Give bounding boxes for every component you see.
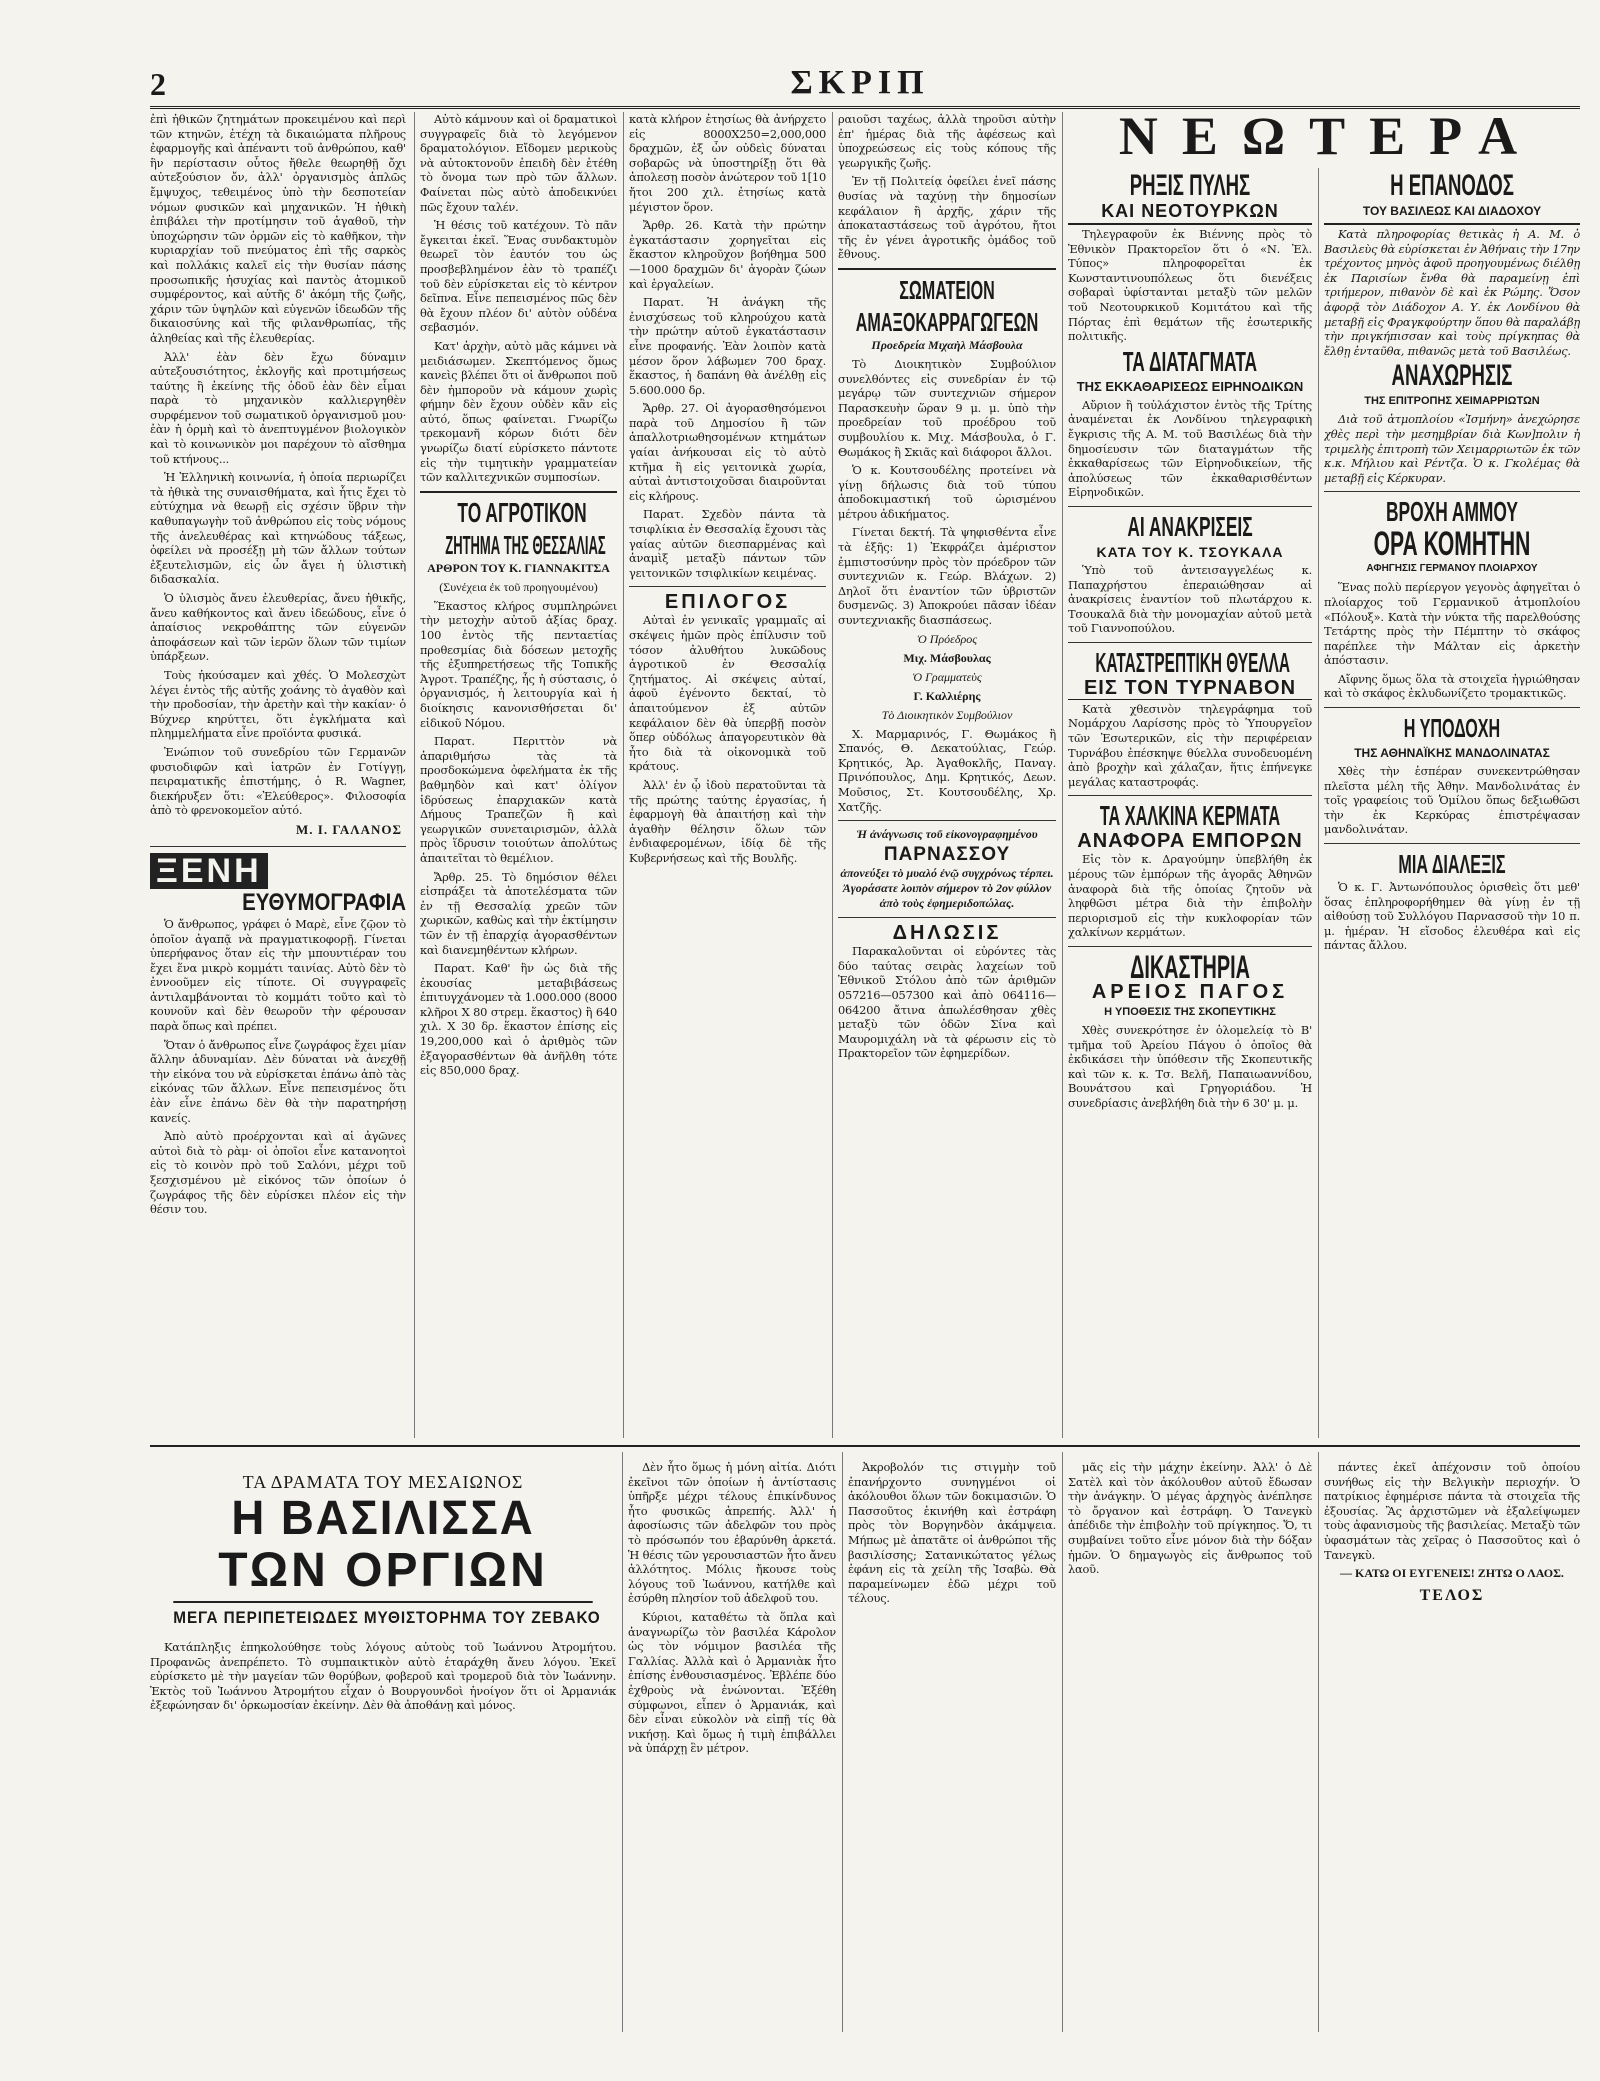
subhead: ΑΡΕΙΟΣ ΠΑΓΟΣ [1091, 981, 1289, 1003]
subhead: ΑΦΗΓΗΣΙΣ ΓΕΡΜΑΝΟΥ ΠΛΟΙΑΡΧΟΥ [1366, 563, 1538, 575]
headline-vrochi: ΒΡΟΧΗ ΑΜΜΟΥ [1386, 496, 1518, 528]
serial-column-4 [1068, 1460, 1312, 2032]
signature-label: Ὁ Γραμματεὺς [912, 669, 982, 684]
article-paragraph: Αὔριον ἢ τοὐλάχιστον ἐντὸς τῆς Τρίτης ἀναμένεται ἐκ Λονδίνου τηλεγραφικὴ ἔγκρισις τῆς Α. Μ. τοῦ Βασιλέως διὰ τὴν δημοσίευσιν τῶν διαταγμάτων τῆς ἐκκαθαρίσεως τῶν Εἰρηνοδικείων, τῆς ἀπολύσεως τῶν ἐκκαθαρισθέντων Εἰρηνοδικῶν. [1068, 397, 1312, 500]
article-paragraph: Ἕκαστος κλήρος συμπληρώνει τὴν μετοχὴν αὐτοῦ ἀξίας δραχ. 100 ἐντὸς τῆς πενταετίας προθεσμίας διὰ δόσεων μετοχῆς τῆς ἐξυπηρετήσεως τῆς Τοπικῆς Ἀγροτ. Τραπέζης, ἧς ἡ σύστασις, ὁ ὀργανισμός, ἡ λειτουργία καὶ ἡ διοίκησις κανονισθήσεται δι' εἰδικοῦ Νόμου. [420, 598, 617, 730]
column-divider [623, 112, 624, 1438]
column-divider [414, 112, 415, 1438]
divider [1068, 946, 1312, 947]
column-divider [1318, 1452, 1319, 2032]
ad-text: ἀπονεύξει τὸ μυαλό ἐνῷ συγχρόνως τέρπει. Ἀγοράσατε λοιπὸν σήμερον τὸ 2ον φύλλον ἀπὸ τοὺς ἐφημεριδοπώλας. [840, 866, 1054, 911]
ad-line: Ἡ ἀνάγνωσις τοῦ εἰκονογραφημένου [856, 827, 1038, 842]
serial-subtitle: ΜΕΓΑ ΠΕΡΙΠΕΤΕΙΩΔΕΣ ΜΥΘΙΣΤΟΡΗΜΑ ΤΟΥ ΖΕΒΑΚΟ [173, 1601, 592, 1629]
divider [838, 268, 1056, 270]
serial-column-5 [1324, 1460, 1580, 2032]
column-divider [622, 1452, 623, 2032]
headline-komitin: ΟΡΑ ΚΟΜΗΤΗΝ [1373, 525, 1531, 564]
article-paragraph: Ἀλλ' ἐν ᾧ ἰδοὺ περατοῦνται τὰ τῆς πρώτης ταύτης ἐργασίας, ἡ ἐφαρμογὴ θὰ ἀπαιτήσῃ καὶ τὴν ἀγαθὴν θέλησιν ὅλων τῶν ἐνδιαφερομένων, ἰδίᾳ δὲ τῆς Κυβερνήσεως καὶ τῆς Βουλῆς. [629, 777, 826, 865]
page-header [150, 66, 1580, 109]
article-paragraph: Ἕνας πολὺ περίεργον γεγονὸς ἀφηγεῖται ὁ πλοίαρχος τοῦ Γερμανικοῦ ἀτμοπλοίου «Πόλουξ». Κατὰ τὴν νύκτα τῆς παρελθούσης Τετάρτης πρὸς τὴν Πέμπτην τὸ σκάφος παρέπλεε τὴν Μάλταν εἰς ἀρκετὴν ἀπόστασιν. [1324, 580, 1580, 668]
article-paragraph: Ἐν τῇ Πολιτείᾳ ὀφείλει ἐνεῖ πάσης θυσίας νὰ ταχύνῃ τὴν δημοσίων κεφάλαιον ἢ ἀρχῆς, χάριν τῆς ἀποκαταστάσεως τοῦ ἀγρότου, ἤτοι τῆς ἐν γένει ἀγροτικῆς ὁμάδος τοῦ ἔθνους. [838, 174, 1056, 262]
article-paragraph: Παρατ. Ἡ ἀνάγκη τῆς ἐνισχύσεως τοῦ κληρούχου κατὰ τὴν πρώτην αὐτοῦ ἐγκατάστασιν εἶνε προφανής. Ἐὰν λοιπὸν κατὰ μέσον ὅρον λάβωμεν 700 δραχ. ἕκαστος, ἡ δαπάνη θὰ ἀνέλθῃ εἰς 5.600.000 δρ. [629, 295, 826, 397]
serial-paragraph: Κατάπληξις ἐπηκολούθησε τοὺς λόγους αὐτοὺς τοῦ Ἰωάννου Ἀτρομήτου. Προφανῶς ἀνεπρέπετο. Τὸ συμπαικτικὸν αὐτὸ ἐταράχθη ἄνευ λόγου. Ἐκεῖ εὑρίσκετο μὲ τὴν μαγείαν τῶν θορύβων, φοβεροῦ καὶ τρομεροῦ διὰ τὸν Ἰωάννην. Ἐκτὸς τοῦ Ἰωάννου Ἀτρομήτου εἶχαν ὁ Βουργουνδοὶ ἠνοίγον ὅτι οἱ Ἀρμανιάκ ἐξεφώνησαν δι' ὁρκωμοσίαν ἐκείνην. Δὲν θὰ ἀποθάνῃ καὶ μόνος. [150, 1640, 616, 1713]
article-paragraph: Τὸ Διοικητικὸν Συμβούλιον συνελθόντες εἰς συνεδρίαν ἐν τῷ μεγάρῳ τῶν συντεχνιῶν σήμερον Παρασκευὴν ὥραν 9 μ. μ. ὑπὸ τὴν προεδρείαν τοῦ προέδρου τοῦ συμβουλίου κ. Μιχ. Μάσβουλα, ὁ Γ. Θωμάκος ἢ Σκιᾶς καὶ διάφοροι ἄλλοι. [838, 356, 1056, 459]
headline-dikastiria: ΔΙΚΑΣΤΗΡΙΑ [1130, 949, 1250, 985]
article-paragraph: Ἄρθρ. 25. Τὸ δημόσιον θέλει εἰσπράξει τὰ ἀποτελέσματα τῶν ἐν τῇ Θεσσαλίᾳ χρεῶν τῶν χωρικῶν, καθὼς καὶ τὴν ἐκτίμησιν τῶν ἐν τῇ ἐπαρχίᾳ ἀγορασθέντων καὶ διανεμηθέντων κλήρων. [420, 869, 617, 957]
article-paragraph: Ἄρθρ. 26. Κατὰ τὴν πρώτην ἐγκατάστασιν χορηγεῖται εἰς ἕκαστον κληροῦχον βοήθημα 500—1000 δραχμῶν δι' ἀγορὰν ζώων καὶ ἐργαλείων. [629, 218, 826, 291]
subhead: Η ΥΠΟΘΕΣΙΣ ΤΗΣ ΣΚΟΠΕΥΤΙΚΗΣ [1104, 1006, 1276, 1018]
serial-paragraph: Ἀκροβολόν τις στιγμὴν τοῦ ἐπανήρχοντο συνηγμένοι οἱ ἀκόλουθοι ὅλων τῶν δοκιμασιῶν. Ὁ Πασσοῦτος ἐκινήθη καὶ ἐστράφη πρὸς τὸν Βοργηνδὸν ἀκάμψεια. Μήπως μὲ ἀπατᾶτε οἱ ἀνθρώποι τῆς βασιλίσσης; Σατανικώτατος γέλως ἐφάνη εἰς τὰ χείλη τῆς Ἰσαβὼ. Θὰ παραμείνωμεν ἐδῶ μέχρι τοῦ τέλους. [848, 1460, 1056, 1606]
column-divider [842, 1452, 843, 2032]
fold-rule [150, 1445, 1580, 1447]
column-3 [629, 112, 826, 1438]
subhead: ΚΑΤΑ ΤΟΥ Κ. ΤΣΟΥΚΑΛΑ [1096, 543, 1284, 560]
ad-title-parnassou: ΠΑΡΝΑΣΣΟΥ [883, 844, 1011, 866]
divider [1324, 843, 1580, 844]
headline-thyella: ΚΑΤΑΣΤΡΕΠΤΙΚΗ ΘΥΕΛΛΑ [1095, 646, 1291, 678]
headline-epanodos: Η ΕΠΑΝΟΔΟΣ [1390, 169, 1514, 202]
headline-rixis: ΡΗΞΙΣ ΠΥΛΗΣ [1129, 169, 1251, 202]
article-paragraph: Ἀπὸ αὐτὸ προέρχονται καὶ αἱ ἀγῶνες αὐτοὶ διὰ τὸ ρὰμ· οἱ ὁποῖοι εἶνε κατανοητοὶ εἰς τὸ κοινὸν πρὸ τοῦ Σαλόνι, μέχρι τοῦ ξεσχισμένου μὲ εἰκόνος τῶν ὁποίων ὁ ζωγράφος τῆς δὲν εὑρίσκει πλέον εἰς τὴν θέσιν του. [150, 1129, 406, 1217]
column-5 [1068, 168, 1312, 1438]
article-paragraph: Τηλεγραφοῦν ἐκ Βιέννης πρὸς τὸ Ἐθνικὸν Πρακτορεῖον ὅτι ὁ «Ν. Ἐλ. Τύπος» πληροφορεῖται ἐκ Κωνσταντινουπόλεως ὅτι διενέξεις σοβαραὶ ὑφίστανται μεταξὺ τῶν μελῶν τοῦ Νεοτουρκικοῦ Κομιτάτου καὶ τῆς Πόρτας ἐπὶ θεμάτων τῆς ἐσωτερικῆς πολιτικῆς. [1068, 227, 1312, 344]
article-paragraph: Αὐτὸ κάμνουν καὶ οἱ δραματικοὶ συγγραφεῖς διὰ τὸ λεγόμενον δραματολόγιον. Εἴδομεν μερικοὺς νὰ αὐτοκτονοῦν ἐπειδὴ δὲν ἐτέθη τὸ ὄνομα των πρὸ τῶν ἄλλων. Φαίνεται πὼς αὐτὸ ἀποδεικνύει πῶς ἔχουν ταλέν. [420, 112, 617, 214]
serial-kicker: ΤΑ ΔΡΑΜΑΤΑ ΤΟΥ ΜΕΣΑΙΩΝΟΣ [242, 1472, 524, 1492]
divider [150, 846, 406, 847]
headline-somateion: ΣΩΜΑΤΕΙΟΝ [899, 274, 995, 305]
headline-anakriseis: ΑΙ ΑΝΑΚΡΙΣΕΙΣ [1127, 510, 1253, 542]
column-divider [1062, 1452, 1063, 2032]
headline-agrotikon: ΤΟ ΑΓΡΟΤΙΚΟΝ [457, 496, 587, 528]
article-paragraph: Παρατ. Καθ' ἣν ὡς διὰ τῆς ἐκουσίας μεταβιβάσεως ἐπιτυγχάνομεν τὰ 1.000.000 (8000 κλῆροι Χ 80 στρεμ. ἕκαστος) ἢ 640 χιλ. Χ 30 δρ. ἕκαστον ἐπίσης εἰς 19,200,000 καὶ ὁ ἀριθμὸς τῶν ἐξαγορασθέντων θὰ ἀνῆλθη τότε εἰς 850,000 δραχ. [420, 961, 617, 1078]
masthead: ΣΚΡΙΠ [790, 64, 930, 101]
headline-dilosis: ΔΗΛΩΣΙΣ [892, 922, 1002, 945]
serial-paragraph: πάντες ἐκεῖ ἀπέχονσιν τοῦ ὀποίου συνήθως εἰς τὴν Βελγικὴν περιοχήν. Ὁ πατρίκιος ἐφημέρισε πάντα τὰ στοιχεῖα τῆς ἐξουσίας. Ἂς ἀρχιστῶμεν νὰ ἐξαλείψωμεν τοὺς ἀφανισμοὺς τῆς βασιλείας. Μεταξὺ τῶν ὑφασμάτων τὰς χεῖρας ὁ Πασσοῦτος καὶ ὁ Τανεγκὺ. [1324, 1460, 1580, 1562]
serial-column-1 [150, 1640, 616, 2032]
article-signature: Μ. Ι. ΓΑΛΑΝΟΣ [296, 821, 402, 837]
column-2 [420, 112, 617, 1438]
headline-ypodochi: Η ΥΠΟΔΟΧΗ [1403, 713, 1501, 744]
serial-paragraph: Δὲν ἦτο ὅμως ἡ μόνη αἰτία. Διότι ἐκεῖνοι τῶν ὁποίων ἡ ἀντίστασις ὑπῆρξε μέχρι τέλους ἐπικίνδυνος ἦτο φυσικῶς ἀπρεπής. Ἀλλ' ἡ ἀφοσίωσις τῶν ἀδελφῶν του πρὸς τὸ πρόσωπόν του ἐβαρύνθη ἀρκετά. Ἡ θέσις τῶν γερουσιαστῶν ἦτο ἄνευ ἀλλότητος. Μόλις ἤκουσε τοὺς λόγους τοῦ Ἰωάννου, κατήλθε καὶ ἐσύρθη πλησίον τοῦ ἀδελφοῦ του. [628, 1460, 836, 1606]
article-paragraph: Χθὲς συνεκρότησε ἐν ὁλομελείᾳ τὸ Β' τμῆμα τοῦ Ἀρείου Πάγου ὁ ὁποῖος θὰ ἐκδικάσει τὴν ὑπόθεσιν τῆς Σκοπευτικῆς καὶ τῶν κ. κ. Τσ. Βελῆ, Παπαιωαννίδου, Βουνάτσου καὶ Γρηγοριάδου. Ἡ συνεδρίασις ἀνεβλήθη διὰ τὴν 6 30' μ. μ. [1068, 1023, 1312, 1110]
article-paragraph: Ὁ κ. Γ. Ἀντωνόπουλος ὀρισθεὶς ὅτι μεθ' ὅσας ἐπληροφορήθημεν θὰ γίνῃ ἐν τῇ αἰθούσῃ τοῦ Συλλόγου Παρνασσοῦ τὴν 10 π. μ. ἡμέραν. Ἡ εἴσοδος ἐλευθέρα καὶ εἰς πάντας ἄλλου. [1324, 880, 1580, 953]
headline-dialexis: ΜΙΑ ΔΙΑΛΕΞΙΣ [1398, 849, 1506, 880]
divider [1324, 707, 1580, 708]
headline-amaxokarragogeon: ΑΜΑΞΟΚΑΡΡΑΓΩΓΕΩΝ [855, 306, 1039, 337]
headline-neotourkon: ΚΑΙ ΝΕΟΤΟΥΡΚΩΝ [1068, 202, 1312, 225]
article-paragraph: Κατὰ πληροφορίας θετικὰς ἡ Α. Μ. ὁ Βασιλεὺς θὰ εὑρίσκεται ἐν Ἀθήναις τὴν 17ην τρέχοντος μηνὸς ἀφοῦ προηγουμένως διέλθῃ ἐκ Παρισίων ἔνθα θὰ παραμείνῃ ἐπὶ τριήμερον, πιθανὸν δὲ καὶ ἐκ Ρώμης. Ὅσον ἀφορᾷ τὸν Διάδοχον Α. Υ. ἐκ Λονδίνου θὰ μεταβῇ εἰς Φραγκφούρτην ὅπου θὰ παραλάβῃ τὴν πριγκήπισσαν καὶ τοὺς πρίγκηπας θὰ ἔλθῃ ἐνταῦθα, πιθανῶς μετὰ τοῦ Βασιλέως. [1324, 227, 1580, 358]
serial-title-line-1: Η ΒΑΣΙΛΙΣΣΑ [231, 1492, 535, 1545]
divider [420, 491, 617, 493]
article-paragraph: Διὰ τοῦ ἀτμοπλοίου «Ἰσμήνη» ἀνεχώρησε χθὲς περὶ τὴν μεσημβρίαν διὰ Κων]πολιν ἡ τριμελὴς ἐπιτροπὴ τῶν Χειμαρριωτῶν ἐκ τῶν κ.κ. Μήλιου καὶ Ρέντζα. Ὁ κ. Γκολέμας θὰ μεταβῇ εἰς Κέρκυραν. [1324, 412, 1580, 485]
article-paragraph: ἐπὶ ἠθικῶν ζητημάτων προκειμένου καὶ περὶ τῶν κτηνῶν, ἐτέχη τὰ δικαιώματα πλῆρους ἐφαρμογῆς καὶ ἀπέναντι τοῦ ἀνθρώπου, καθ' ἣν περίστασιν οὗτος ἤθελε θεωρηθῇ ὄχι αὐτεξούσιον ὄν, ἀλλ' ὀργανισμὸς ἁπλῶς ἔμψυχος, τεθειμένος ὑπὸ τὴν δεσποτείαν νόμων φυσικῶν καὶ μηχανικῶν. Ἡ ἠθικὴ ἐπιβάλει τὴν προτίμησιν τοῦ ἀγαθοῦ, τὴν ὑποχώρησιν τῶν ὁρμῶν εἰς τὸ καθῆκον, τὴν κυριαρχίαν τοῦ πνεύματος ἐπὶ τῆς σαρκὸς καὶ πολλάκις καλεῖ εἰς τὴν θυσίαν πάσης προσωπικῆς ἡσυχίας καὶ παντὸς ἀτομικοῦ συμφέροντος, καὶ αὐτῆς δ' ἀκόμη τῆς ζωῆς, χάριν τῶν ὑψηλῶν καὶ εὐγενῶν ἰδεωδῶν τῆς δικαιοσύνης καὶ τῆς φιλανθρωπίας, τῆς ἀληθείας καὶ τῆς ἐλευθερίας. [150, 112, 406, 345]
continuation-note: (Συνέχεια ἐκ τοῦ προηγουμένου) [439, 579, 598, 594]
section-head-xeni: ΞΕΝΗ [150, 853, 268, 889]
signature-label: Ὁ Πρόεδρος [916, 631, 978, 646]
serial-title-block [150, 1471, 616, 1629]
divider [1068, 506, 1312, 507]
article-paragraph: Ὁ ὑλισμὸς ἄνευ ἐλευθερίας, ἄνευ ἠθικῆς, ἄνευ καθήκοντος καὶ ἄνευ ἰδεώδους, εἶνε ὁ ἀπαίσιος νεκροθάπτης τῶν εὐγενῶν ἀποφάσεων καὶ τῶν ἱερῶν ὅλων τῶν τιμίων ὑπάρξεων. [150, 591, 406, 664]
article-paragraph: Ἀλλ' ἐὰν δὲν ἔχω δύναμιν αὐτεξουσιότητος, ἐκλογῆς καὶ προτιμήσεως ταύτης ἢ ἐκείνης τῆς ὁδοῦ ἐὰν δὲν εἶμαι παρὰ τὸ μηχανικὸν καλλιεργηθὲν συρφέμενον τοῦ σωματικοῦ ὀργανισμοῦ μου· ἐὰν ἡ ὁρμὴ καὶ τὸ ἀνεπτυγμένον βιολογικὸν καὶ τὸ κοινωνικὸν μοι παρέχουν τὸ αἴσθημα τοῦ κτήνους... [150, 349, 406, 466]
signature: Μιχ. Μάσβουλας [903, 650, 991, 665]
divider [838, 820, 1056, 821]
divider [629, 586, 826, 587]
headline-thessalia: ΖΗΤΗΜΑ ΤΗΣ ΘΕΣΣΑΛΙΑΣ [445, 529, 606, 560]
subhead: ΑΝΑΦΟΡΑ ΕΜΠΟΡΩΝ [1077, 830, 1303, 853]
serial-cry: — ΚΑΤΩ ΟΙ ΕΥΓΕΝΕΙΣ! ΖΗΤΩ Ο ΛΑΟΣ. [1340, 1566, 1564, 1581]
article-paragraph: Ὁ κ. Κουτσουδέλης προτείνει νὰ γίνῃ δήλωσις διὰ τοῦ τύπου ἀποδοκιμαστική τοῦ ὡρισμένου μέτρου ἀδικήματος. [838, 463, 1056, 521]
board-members: Χ. Μαρμαρινός, Γ. Θωμάκος ἢ Σπανός, Θ. Δεκατούλιας, Γεώρ. Κρητικός, Ἀρ. Ἀγαθοκλῆς, Παναγ. Πρινόπουλος, Δημ. Κρητικός, Δεων. Μοῦσιος, Στ. Κουτσουδέλης, Χρ. Χατζῆς. [838, 726, 1056, 814]
article-paragraph: Ὁ ἄνθρωπος, γράφει ὁ Μαρὲ, εἶνε ζῷον τὸ ὁποῖον ἀγαπᾷ νὰ πραγματικοφορῇ. Γίνεται ὑπερήφανος ὅταν εἰς τὴν μπουντιέραν του ἔχει ἕνα μικρὸ κομμάτι ταινίας. Αὐτὸ δὲν τὸ ἐννοοῦμεν εἰς τίποτε. Οἱ συγγραφεῖς ἀντιλαμβάνονται τὸ κομμάτι τοῦτο καὶ τὸ κουνοῦν καὶ δὲν θεωροῦν τὴν φέρουσαν παρὰ ὅπως καὶ πρέπει. [150, 916, 406, 1034]
subhead: ΤΗΣ ΕΚΚΑΘΑΡΙΣΕΩΣ ΕΙΡΗΝΟΔΙΚΩΝ [1076, 378, 1304, 394]
byline: ΑΡΘΡΟΝ ΤΟΥ Κ. ΓΙΑΝΝΑΚΙΤΣΑ [427, 560, 610, 575]
article-paragraph: κατὰ κλήρον ἐτησίως θὰ ἀνήρχετο εἰς 8000Χ250=2,000,000 δραχμῶν, ἐξ ὧν οὐδεὶς δύναται σοβαρῶς νὰ ὑποστηρίξῃ ὅτι θὰ ἀπολεσῃ ποσὸν ἀνώτερον τοῦ 1[10 ἤτοι 200 χιλ. ἐτησίως κατὰ μέγιστον ὅρον. [629, 112, 826, 214]
board-label: Τὸ Διοικητικὸν Συμβούλιον [881, 707, 1013, 722]
serial-end-mark: ΤΕΛΟΣ [1419, 1587, 1485, 1605]
column-divider [1318, 168, 1319, 1438]
column-divider [832, 112, 833, 1438]
serial-column-2 [628, 1460, 836, 2032]
serial-column-3 [848, 1460, 1056, 2032]
subhead: ΕΙΣ ΤΟΝ ΤΥΡΝΑΒΟΝ [1068, 679, 1312, 700]
article-paragraph: Κατὰ χθεσινὸν τηλεγράφημα τοῦ Νομάρχου Λαρίσσης πρὸς τὸ Ὑπουργεῖον τῶν Ἐσωτερικῶν, εἰς τὴν περιφέρειαν Τυρνάβου ἐπέσκηψε θύελλα συνοδευομένη ἀπὸ βροχὴν καὶ χάλαζαν, ἥτις ἐπήνεγκε μεγάλας καταστροφάς. [1068, 701, 1312, 789]
section-head-euthymografia: ΕΥΘΥΜΟΓΡΑΦΙΑ [242, 888, 406, 916]
article-paragraph: Γίνεται δεκτή. Τὰ ψηφισθέντα εἶνε τὰ ἑξῆς: 1) Ἐκφράζει ἀμέριστον ἐμπιστοσύνην πρὸς τὸν πρόεδρον τῶν συντεχνιῶν κ. Γεώρ. Βλάχων. 2) Δηλοῖ ὅτι ἐναντίον τῶν ὑβριστῶν δυσμενῶς. 3) Ἀποκρούει πᾶσαν ἰδέαν συντεχνιακῆς διασπάσεως. [838, 525, 1056, 628]
article-paragraph: ραιοῦσι ταχέως, ἀλλὰ τηροῦσι αὐτὴν ἐπ' ἡμέρας διὰ τῆς ἀφέσεως καὶ ὑποχρεώσεως εἰς τοὺς κόπους τῆς γεωργικῆς ζωῆς. [838, 112, 1056, 170]
headline-anachorisis: ΑΝΑΧΩΡΗΣΙΣ [1391, 359, 1513, 393]
article-paragraph: Ἐνώπιον τοῦ συνεδρίου τῶν Γερμανῶν φυσιοδιφῶν καὶ ἰατρῶν ἐν Γοτίγγῃ, πειραματικῆς ἐπιστήμης, ὁ R. Wagner, διεκήρυξεν ὅτι: «Ἐλεύθερος». Φιλοσοφία ἀπὸ τὸ φρενοκομεῖον αὐτό. [150, 744, 406, 818]
article-paragraph: Αἴφνης ὅμως ὅλα τὰ στοιχεῖα ἠγριώθησαν καὶ τὸ σκάφος ἐκλυδωνίζετο τρομακτικῶς. [1324, 671, 1580, 701]
article-paragraph: Κατ' ἀρχὴν, αὐτὸ μᾶς κάμνει νὰ μειδιάσωμεν. Σκεπτόμενος ὅμως κανεὶς βλέπει ὅτι οἱ ἄνθρωποι ποῦ δὲν ἡμποροῦν νὰ κάμουν χωρὶς φήμην δὲν ἔχουν οὐδὲν κἂν εἰς αὐτό, ὅπως φαίνεται. Γνωρίζω τρεκομανῆ κόρων διότι δὲν γνωρίζω διατί εὑρίσκετο πάντοτε εἰς τὴν τιμητικὴν γραμματείαν τῶν καλλιτεχνικῶν συμποσίων. [420, 338, 617, 485]
article-paragraph: Ὑπὸ τοῦ ἀντεισαγγελέως κ. Παπαχρήστου ἐπεραιώθησαν αἱ ἀνακρίσεις ἐναντίον τοῦ πλωτάρχου κ. Τσουκαλᾶ διὰ τὴν μονομαχίαν αὐτοῦ μετὰ τοῦ Γιαννοπούλου. [1068, 562, 1312, 636]
divider [1068, 795, 1312, 796]
section-banner-neotera: ΝΕΩΤΕΡΑ [1118, 106, 1542, 166]
article-paragraph: Παρατ. Περιττὸν νὰ ἀπαριθμήσω τὰς τὰ προσδοκώμενα ὀφελήματα ἐκ τῆς βαθμηδὸν καὶ κατ' ὀλίγον ἱδρύσεως ἐπαρχιακῶν κατὰ Δήμους Τραπεζῶν ἢ καὶ γεωργικῶν συνεταιρισμῶν, ἀλλὰ πρὸς ἵδρυσιν τοιούτων ἀπολύτως ἀπαιτεῖται τὸ θεμέλιον. [420, 734, 617, 865]
article-paragraph: Παρακαλοῦνται οἱ εὑρόντες τὰς δύο ταύτας σειρὰς λαχείων τοῦ Ἐθνικοῦ Στόλου ἀπὸ τῶν ἀριθμῶν 057216—057300 καὶ ἀπὸ 064116—064200 ἄτινα ἀπωλέσθησαν χθὲς μεταξὺ τῶν ὁδῶν Σίνα καὶ Μαυρομιχάλη νὰ τὰ φέρωσιν εἰς τὸ Πρακτορεῖον τῶν ἐφημερίδων. [838, 944, 1056, 1061]
headline-epilogos: ΕΠΙΛΟΓΟΣ [664, 591, 791, 614]
headline-chalkina: ΤΑ ΧΑΛΚΙΝΑ ΚΕΡΜΑΤΑ [1099, 800, 1281, 832]
article-paragraph: Χθὲς τὴν ἑσπέραν συνεκεντρώθησαν πλεῖστα μέλη τῆς Ἀθην. Μανδολινάτας ἐν τοῖς γραφείοις τοῦ Ὁμίλου ὅπως δεξιωθῶσι τὴν ἐκ Κερκύρας ἐπιστρέψασαν μανδολινάταν. [1324, 764, 1580, 837]
subhead: Προεδρεία Μιχαὴλ Μάσβουλα [871, 337, 1023, 352]
subhead: ΤΗΣ ΑΘΗΝΑΪΚΗΣ ΜΑΝΔΟΛΙΝΑΤΑΣ [1354, 746, 1550, 761]
divider [838, 917, 1056, 918]
article-paragraph: Εἰς τὸν κ. Δραγούμην ὑπεβλήθη ἐκ μέρους τῶν ἐμπόρων τῆς ἀγορᾶς Ἀθηνῶν ἀναφορὰ διὰ τῆς ὁποίας ζητοῦν νὰ ληφθῶσι μέτρα διὰ τὴν ἐπιβολὴν περιορισμοῦ εἰς τὴν κυκλοφορίαν τῶν χαλκίνων κερμάτων. [1068, 852, 1312, 940]
article-paragraph: Παρατ. Σχεδὸν πάντα τὰ τσιφλίκια ἐν Θεσσαλίᾳ ἔχουσι τὰς γαίας αὐτῶν διεσπαρμένας καὶ ἀναμὶξ μεταξὺ πάντων τῶν γειτονικῶν τσιφλικίων κειμένας. [629, 507, 826, 580]
serial-title-line-2: ΤΩΝ ΟΡΓΙΩΝ [218, 1544, 548, 1597]
article-paragraph: Ἄρθρ. 27. Οἱ ἀγορασθησόμενοι παρὰ τοῦ Δημοσίου ἢ τῶν ἀπαλλοτριωθησομένων κτημάτων γαίαι ἀνήκουσαι εἰς τὸ αὐτὸ κτῆμα ἢ εἰς γειτονικὰ χωρία, αὐταὶ ἀντιστοιχοῦσαι διαιροῦνται εἰς κλήρους. [629, 401, 826, 503]
column-divider [1062, 112, 1063, 1438]
serial-paragraph: Κύριοι, καταθέτω τὰ ὅπλα καὶ ἀναγνωρίζω τὸν βασιλέα Κάρολον ὡς τὸν νόμιμον βασιλέα τῆς Γαλλίας. Ἀλλὰ καὶ ὁ Ἀρμανιὰκ ἦτο ἐπίσης ἐνθουσιασμένος. Ἐβλέπε δύο ἐχθροὺς νὰ ἐνώνονται. Ἐξέθη σύμφωνοι, εἶπεν ὁ Ἀρμανιάκ, καὶ δὲν εἶναι εὐκολὸν νὰ εἰπῇ τίς θὰ νικήσῃ. Καὶ ὅμως ἡ τιμὴ ἐπιβάλλει νὰ ὑπάρχῃ ἓν μέτρον. [628, 1609, 836, 1756]
signature: Γ. Καλλιέρης [913, 688, 981, 703]
page-number: 2 [150, 66, 166, 102]
column-4 [838, 112, 1056, 1438]
article-paragraph: Ὅταν ὁ ἄνθρωπος εἶνε ζωγράφος ἔχει μίαν ἄλλην ἀδυναμίαν. Δὲν δύναται νὰ ἀνεχθῇ τὴν εἰκόνα του νὰ εὑρίσκεται ἐπάνω ἀπὸ τὰς εἰκόνας τῶν ἄλλων. Εἶνε πεπεισμένος ὅτι ἐὰν εἶνε ἐπάνω δὲν θὰ τὴν παρατηρήσῃ κανείς. [150, 1037, 406, 1125]
article-paragraph: Αὐταὶ ἐν γενικαῖς γραμμαῖς αἱ σκέψεις ἡμῶν πρὸς ἐπίλυσιν τοῦ τόσον ἀλυθήτου λυκῶδους ἀγροτικοῦ ἐν Θεσσαλίᾳ ζητήματος. Αἱ σκέψεις αὐταί, ἀφοῦ ἐγένοντο δεκταί, τὸ ἀπαιτούμενον ἐξ αὐτῶν κεφάλαιον δὲν θὰ ὑπερβῇ ποσὸν ὅπερ οὐδόλως ἀπαγορευτικὸν θὰ ἦτο διὰ τὰ οἰκονομικὰ τοῦ κράτους. [629, 613, 826, 774]
subhead: ΤΟΥ ΒΑΣΙΛΕΩΣ ΚΑΙ ΔΙΑΔΟΧΟΥ [1324, 202, 1580, 225]
divider [1324, 491, 1580, 492]
divider [1068, 642, 1312, 643]
article-paragraph: Ἡ Ἑλληνικὴ κοινωνία, ἡ ὁποία περιωρίζει τὰ ἠθικὰ της συναισθήματα, καὶ ἧτις ἔχει τὸ εὐτύχημα νὰ θεωρῇ εἰς σχέσιν ὕβριν τὴν καθυπαγωγὴν τοῦ ἀνθρώπου εἰς τοὺς νόμους τῆς ἀνελευθέρας καὶ κτηνώδους τάξεως, ὀφείλει νὰ προσέξῃ μὴ τῶν ἄλλων τούτων ἐξευτελισμῶν, εἰς ὧν ἄγει ἡ ὑλιστικὴ διδασκαλία. [150, 470, 406, 587]
column-6 [1324, 168, 1580, 1438]
serial-paragraph: μᾶς εἰς τὴν μάχην ἐκείνην. Ἀλλ' ὁ Δὲ Σατὲλ καὶ τὸν ἀκόλουθον αὐτοῦ ἔδωσαν τὴν ἀνάγκην. Ὁ μέγας ἀρχηγὸς ἀνέπλησε τὸ ὄργανον καὶ ἐστράφη. Ὁ Τανεγκὺ ἀπέδιδε τὴν ἐπιβολὴν τοῦ πρίγκηπος. Ὅ, τι συμβαίνει τοῦτο εἶνε μόνον διὰ τὴν δόξαν ἡμῶν. Ὁ δημαγωγὸς εἰς ἄνθρωπος τοῦ λαοῦ. [1068, 1460, 1312, 1577]
subhead: ΤΗΣ ΕΠΙΤΡΟΠΗΣ ΧΕΙΜΑΡΡΙΩΤΩΝ [1364, 395, 1540, 408]
headline-diatagmata: ΤΑ ΔΙΑΤΑΓΜΑΤΑ [1122, 345, 1258, 377]
column-1 [150, 112, 406, 1438]
article-paragraph: Ἡ θέσις τοῦ κατέχουν. Τὸ πᾶν ἔγκειται ἐκεῖ. Ἕνας συνδακτυμὸν θεωρεῖ τὸν ἑαυτόν του ὡς προσβεβλημένον ἐὰν τὸ τραπέζι τοῦ δὲν εὑρίσκεται εἰς τὸ κέντρον δεῖπνα. Εἶνε πεπεισμένος πῶς δὲν θὰ ἔχουν πλέον δι' αὐτὸν οὐδένα σεβασμόν. [420, 218, 617, 335]
article-paragraph: Τοὺς ἠκούσαμεν καὶ χθές. Ὁ Μολεσχὼτ λέγει ἐντὸς τῆς αὐτῆς χοάνης τὸ ἀγαθὸν καὶ τὴν προδοσίαν, τὴν ἀρετὴν καὶ τὴν κακίαν· ὁ Βύχνερ κηρύττει, ὅτι ἐγκλήματα καὶ πλημμελήματα εἶνε προϊόντα φυσικά. [150, 667, 406, 741]
